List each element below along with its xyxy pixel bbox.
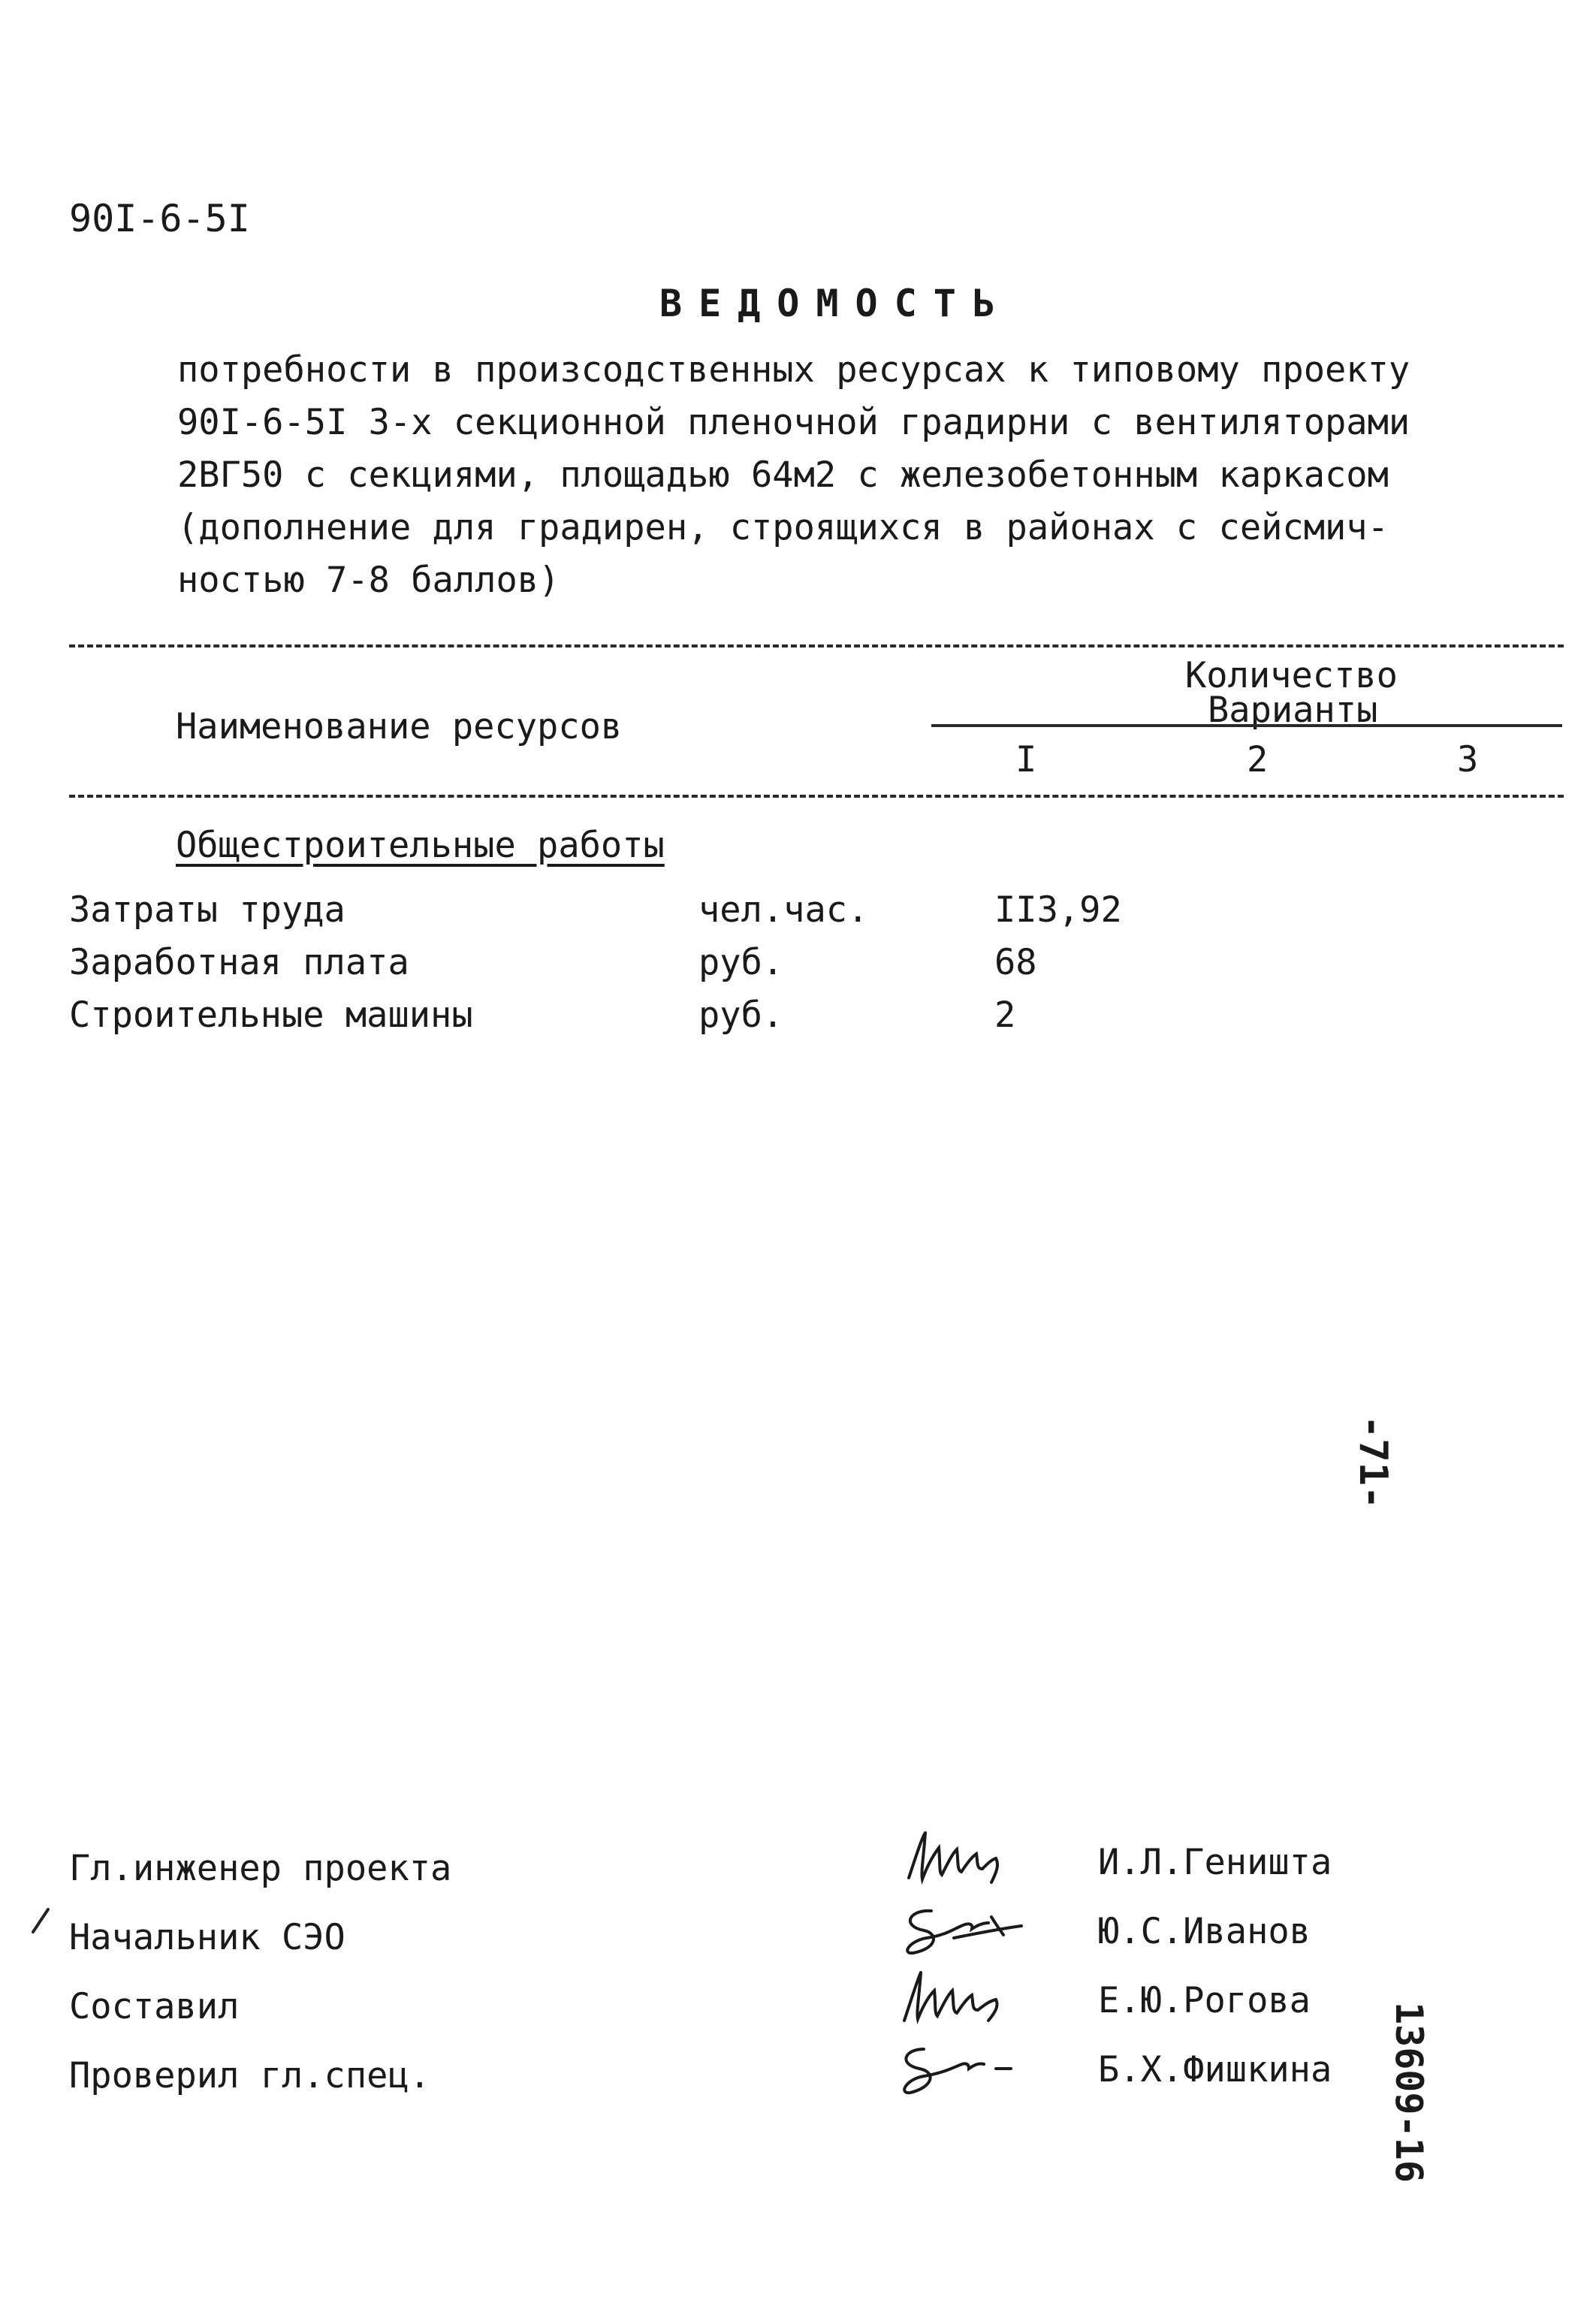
table-row	[69, 942, 1421, 995]
row-value-variant-1: 68	[994, 942, 1037, 983]
handwritten-signature-4	[879, 2033, 1051, 2100]
column-header-resource-name: Наименование ресурсов	[176, 706, 623, 747]
signatory-name: И.Л.Геништа	[1098, 1842, 1332, 1883]
section-title: Общестроительные работы	[176, 825, 665, 866]
handwritten-signature-3	[879, 1965, 1051, 2033]
row-unit: руб.	[698, 995, 784, 1036]
subtitle-line: 90I-6-5I 3-х секционной пленочной градирни с вентиляторами	[177, 402, 1410, 443]
table-header-divider	[69, 795, 1564, 798]
table-row	[69, 995, 1421, 1047]
signature-role: Начальник СЭО	[69, 1917, 345, 1958]
page-number: -71-	[1350, 1415, 1395, 1510]
table-row	[69, 889, 1421, 942]
row-resource-name: Заработная плата	[69, 942, 409, 983]
variant-label-3: 3	[1457, 739, 1479, 780]
handwritten-signature-1	[879, 1825, 1051, 1893]
signature-role: Составил	[69, 1986, 240, 2027]
row-resource-name: Затраты труда	[69, 889, 345, 931]
variant-label-1: I	[1015, 739, 1037, 780]
table-top-divider	[69, 644, 1564, 647]
signatory-name: Ю.С.Иванов	[1098, 1911, 1311, 1952]
row-value-variant-1: 2	[994, 995, 1016, 1036]
signature-role: Гл.инженер проекта	[69, 1848, 452, 1889]
row-value-variant-1: II3,92	[994, 889, 1122, 931]
signatory-name: Е.Ю.Рогова	[1098, 1980, 1311, 2021]
row-unit: руб.	[698, 942, 784, 983]
signature-role: Проверил гл.спец.	[69, 2055, 431, 2096]
margin-tick-mark	[29, 1906, 51, 1936]
subtitle-line: (дополнение для градирен, строящихся в районах с сейсмич-	[177, 507, 1389, 548]
row-unit: чел.час.	[698, 889, 869, 931]
signatory-name: Б.Х.Фишкина	[1098, 2049, 1332, 2090]
variant-label-2: 2	[1247, 739, 1269, 780]
variants-header-rule	[931, 724, 1562, 727]
column-header-quantity: Количество	[1185, 655, 1398, 696]
document-code: 90I-6-5I	[69, 197, 250, 240]
document-title: ВЕДОМОСТЬ	[659, 282, 1012, 325]
document-subtitle	[177, 344, 1410, 607]
subtitle-line: потребности в произсодственных ресурсах к типовому проекту	[177, 349, 1410, 391]
subtitle-line: ностью 7-8 баллов)	[177, 560, 560, 601]
subtitle-line: 2ВГ50 с секциями, площадью 64м2 с железобетонным каркасом	[177, 454, 1389, 496]
column-header-variants: Варианты	[1208, 690, 1378, 731]
archive-code: 13609-16	[1387, 2002, 1431, 2183]
handwritten-signature-2	[879, 1896, 1051, 1963]
row-resource-name: Строительные машины	[69, 995, 473, 1036]
